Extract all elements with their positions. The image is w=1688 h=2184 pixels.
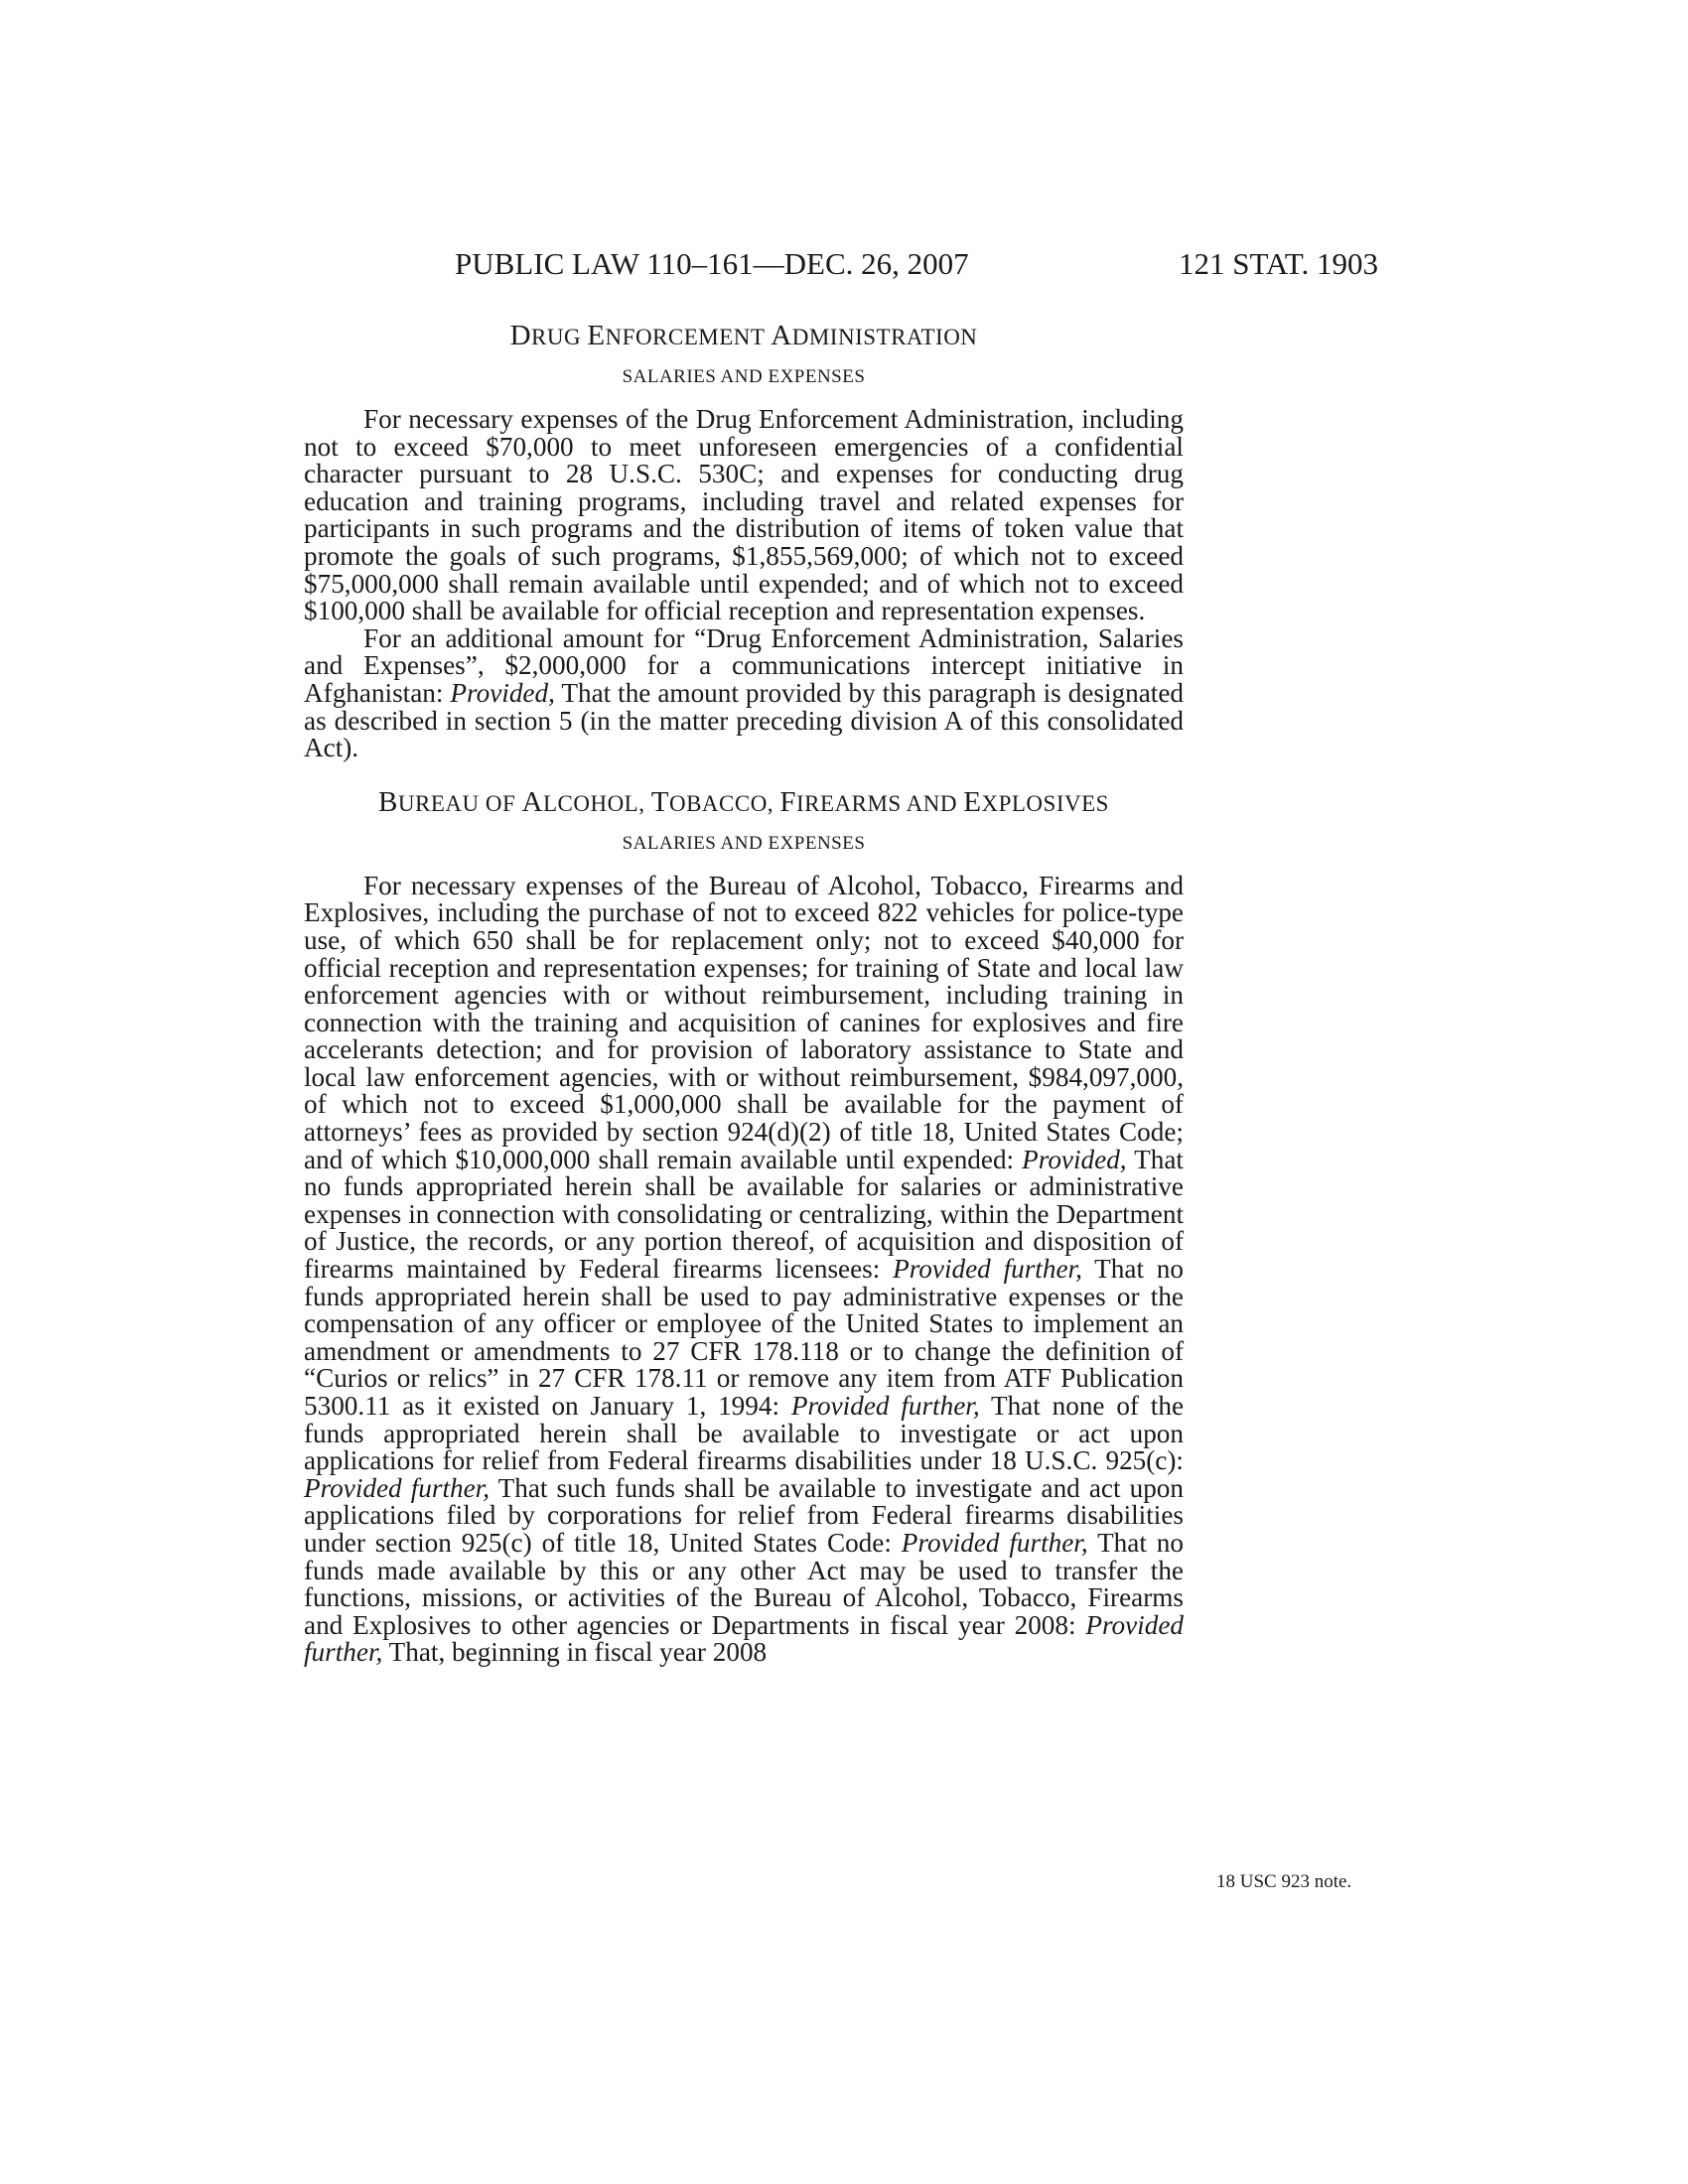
document-body xyxy=(304,320,1184,1667)
public-law-citation: PUBLIC LAW 110–161—DEC. 26, 2007 xyxy=(455,246,969,281)
atf-text: That no funds appropriated herein shall be available for salaries or administrative expenses in connection with consolidating or centralizing, within the Department of Justice, the records, or any portion thereof, of acquisition and disposition of firearms maintained by Federal firearms licensees: xyxy=(304,1144,1184,1285)
heading-letter: B xyxy=(378,785,398,818)
heading-letter: A xyxy=(521,785,543,818)
atf-text: That, beginning in fiscal year 2008 xyxy=(382,1637,768,1668)
heading-letter: E xyxy=(963,785,982,818)
margin-note: 18 USC 923 note. xyxy=(1216,1871,1352,1892)
dea-heading xyxy=(304,320,1184,352)
atf-subheading: SALARIES AND EXPENSES xyxy=(622,832,866,854)
heading-letter: A xyxy=(771,320,792,351)
heading-letter: D xyxy=(509,320,532,351)
proviso-marker: Provided, xyxy=(1022,1144,1127,1174)
atf-text: That such funds shall be available to investigate and act upon applications filed by corporations for relief from Federal firearms disabilities under section 925(c) of title 18, United States Code: xyxy=(304,1472,1184,1558)
heading-word: LCOHOL, xyxy=(542,790,645,816)
proviso-marker: Provided further, xyxy=(901,1527,1088,1558)
heading-letter: E xyxy=(587,320,606,351)
atf-paragraph xyxy=(304,870,1185,1668)
atf-text: That no funds appropriated herein shall be used to pay administrative expenses or the compensation of any officer or employee of the United States to implement an amendment or amendments to 27 CFR 178.118 or to change the definition of “Curios or relics” in 27 CFR 178.11 or remove any item from ATF Publication 5300.11 as it existed on January 1, 1994: xyxy=(304,1254,1184,1421)
statute-page-number: 121 STAT. 1903 xyxy=(1178,246,1378,281)
proviso-marker: Provided further, xyxy=(893,1254,1082,1285)
proviso-marker: Provided further, xyxy=(304,1609,1184,1668)
heading-word: RUG xyxy=(531,325,582,349)
heading-word: XPLOSIVES xyxy=(981,790,1109,816)
heading-word: DMINISTRATION xyxy=(791,325,978,349)
proviso-marker: Provided, xyxy=(450,677,555,708)
heading-word: UREAU OF xyxy=(397,790,516,816)
heading-letter: F xyxy=(779,785,796,818)
proviso-marker: Provided further, xyxy=(304,1472,491,1503)
heading-word: IREARMS AND xyxy=(795,790,958,816)
heading-word: NFORCEMENT xyxy=(605,325,766,349)
dea-paragraph-2-text: For an additional amount for “Drug Enforcement Administration, Salaries and Expenses”, $2,000,000 for a communications intercept initiative in Afghanistan: xyxy=(304,622,1184,708)
atf-text: That no funds made available by this or any other Act may be used to transfer the functions, missions, or activities of the Bureau of Alcohol, Tobacco, Firearms and Explosives to other agencies or Departments in fiscal year 2008: xyxy=(304,1527,1184,1640)
dea-paragraph-2 xyxy=(304,622,1184,763)
atf-heading xyxy=(304,786,1184,819)
heading-word: OBACCO, xyxy=(668,790,774,816)
proviso-marker: Provided further, xyxy=(790,1391,980,1421)
dea-paragraph-1: For necessary expenses of the Drug Enforcement Administration, including not to exceed $70,000 to meet unforeseen emergencies of a confidential character pursuant to 28 U.S.C. 530C; and expenses for conducting drug education and training programs, including travel and related expenses for participants in such programs and the distribution of items of token value that promote the goals of such programs, $1,855,569,000; of which not to exceed $75,000,000 shall remain available until expended; and of which not to exceed $100,000 shall be available for official reception and representation expenses. xyxy=(304,404,1184,626)
atf-text: For necessary expenses of the Bureau of Alcohol, Tobacco, Firearms and Explosives, including the purchase of not to exceed 822 vehicles for police-type use, of which 650 shall be for replacement only; not to exceed $40,000 for official reception and representation expenses; for training of State and local law enforcement agencies with or without reimbursement, including training in connection with the training and acquisition of canines for explosives and fire accelerants detection; and for provision of laboratory assistance to State and local law enforcement agencies, with or without reimbursement, $984,097,000, of which not to exceed $1,000,000 shall be available for the payment of attorneys’ fees as provided by section 924(d)(2) of title 18, United States Code; and of which $10,000,000 shall remain available until expended: xyxy=(304,870,1184,1174)
dea-subheading: SALARIES AND EXPENSES xyxy=(622,366,866,387)
heading-letter: T xyxy=(650,785,669,818)
page-header xyxy=(455,246,1378,286)
dea-paragraph-2-text: That the amount provided by this paragraph is designated as described in section 5 (in the matter preceding division A of this consolidated Act). xyxy=(304,677,1184,763)
atf-text: That none of the funds appropriated herein shall be available to investigate or act upon applications for relief from Federal firearms disabilities under 18 U.S.C. 925(c): xyxy=(304,1391,1185,1476)
